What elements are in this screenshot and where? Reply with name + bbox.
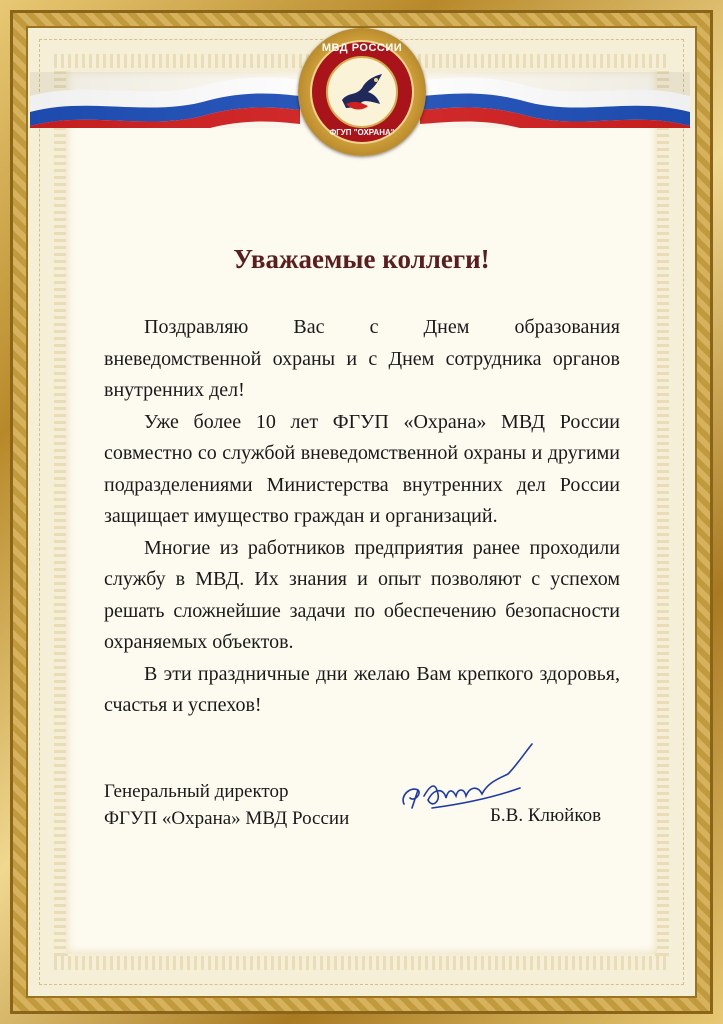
eagle-icon bbox=[338, 70, 386, 114]
mvd-emblem bbox=[298, 28, 426, 156]
paragraph-2: Уже более 10 лет ФГУП «Охрана» МВД России совместно со службой вневедомственной охраны и другими подразделениями Министерства внутренних дел России защищает имущество граждан и организаций. bbox=[104, 410, 620, 527]
position-line-1: Генеральный директор bbox=[104, 781, 289, 802]
position-line-2: ФГУП «Охрана» МВД России bbox=[104, 808, 350, 829]
paragraph-4: В эти праздничные дни желаю Вам крепкого здоровья, счастья и успехов! bbox=[104, 662, 620, 716]
letter-title: Уважаемые коллеги! bbox=[233, 244, 490, 274]
signatory-position bbox=[104, 778, 349, 832]
emblem-bottom-text: ФГУП "ОХРАНА" bbox=[329, 128, 395, 137]
letter-body bbox=[104, 312, 620, 722]
emblem-top-text: МВД РОССИИ bbox=[321, 42, 403, 54]
paragraph-1: Поздравляю Вас с Днем образования вневедомственной охраны и с Днем сотрудника органов внутренних дел! bbox=[104, 316, 620, 401]
paragraph-3: Многие из работников предприятия ранее проходили службу в МВД. Их знания и опыт позволяют с успехом решать сложнейшие задачи по обеспечению безопасности охраняемых объектов. bbox=[104, 536, 620, 653]
signatory-name: Б.В. Клюйков bbox=[490, 805, 602, 826]
